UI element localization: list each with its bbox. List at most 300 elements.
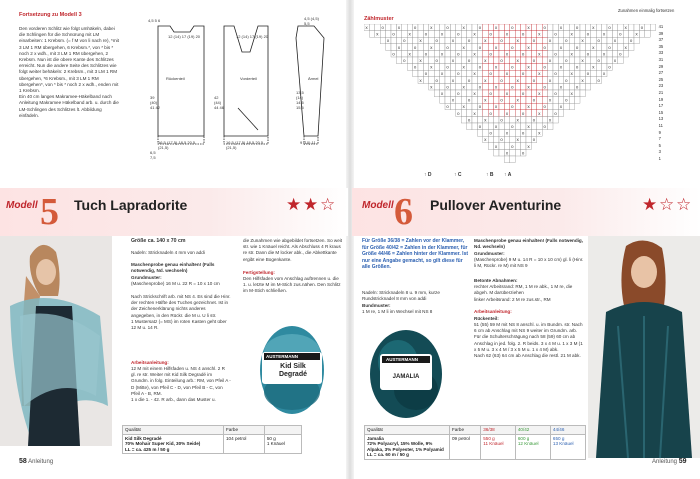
chart-cell bbox=[483, 110, 488, 117]
continuation-title: Fortsetzung zu Modell 3 bbox=[19, 12, 82, 18]
chart-cell bbox=[461, 97, 466, 104]
back-head: Rückenteil: bbox=[474, 316, 499, 321]
chart-cell bbox=[634, 37, 639, 44]
chart-symbol: x bbox=[613, 39, 617, 45]
chart-cell bbox=[531, 130, 536, 137]
chart-cell bbox=[407, 37, 412, 44]
chart-cell bbox=[537, 57, 542, 64]
gauge-head: Maschenprobe genau einhalten! (Falls notwendig, Nd. wechseln) bbox=[474, 238, 583, 250]
chart-symbol: o bbox=[413, 45, 417, 51]
chart-symbol: o bbox=[543, 26, 547, 31]
chart-symbol: x bbox=[602, 72, 606, 78]
chart-cell bbox=[488, 24, 493, 31]
chart-symbol: o bbox=[575, 45, 579, 51]
chart-row-number: 23 bbox=[658, 83, 664, 89]
instructions-text: 12 M mit einem Hilfsfaden u. NS 4 anschl. 2 R gl. re str. Weiter mit Kid Silk Degradé im Grundm. in folg. Einteilung arb.: RM, von Pfeil A - D (Mitte), von Pfeil C - D, von Pfeil B - C, von Pfeil A - B, RM. 1 x die 1. - 42. R arb., dann das Muster u. bbox=[131, 366, 231, 403]
chart-symbol: o bbox=[554, 32, 557, 38]
chart-symbol: o bbox=[629, 39, 633, 45]
chart-cell bbox=[434, 64, 439, 71]
chart-symbol: x bbox=[505, 72, 509, 78]
chart-cell bbox=[612, 44, 617, 51]
star-outline-icon: ☆ bbox=[659, 195, 675, 214]
chart-cell bbox=[591, 37, 596, 44]
pattern-head: Bundmuster: bbox=[362, 303, 391, 308]
chart-symbol: x bbox=[408, 52, 412, 58]
chart-row-number: 3 bbox=[658, 149, 661, 155]
chart-symbol: o bbox=[511, 105, 514, 111]
chart-symbol: o bbox=[575, 85, 579, 91]
chart-symbol: x bbox=[592, 65, 595, 71]
chart-symbol: o bbox=[554, 111, 557, 117]
chart-symbol: x bbox=[451, 59, 455, 64]
chart-cell bbox=[483, 44, 488, 51]
chart-cell bbox=[434, 90, 439, 97]
chart-cell bbox=[488, 97, 493, 104]
chart-cell bbox=[623, 50, 628, 57]
chart-cell bbox=[558, 50, 563, 57]
chart-cell bbox=[467, 24, 472, 31]
chart-cell bbox=[461, 50, 466, 57]
chart-symbol: o bbox=[478, 125, 482, 130]
chart-cell bbox=[510, 136, 515, 143]
gauge-head: Maschenprobe genau einhalten! (Falls notwendig, Nd. wechseln) bbox=[131, 262, 215, 274]
table-header: 40/42 bbox=[515, 426, 550, 435]
chart-cell bbox=[602, 57, 607, 64]
chart-cell bbox=[537, 44, 542, 51]
chart-cell bbox=[526, 110, 531, 117]
chart-cell bbox=[585, 83, 590, 90]
page-number: 59 bbox=[678, 458, 687, 465]
chart-cell bbox=[521, 136, 526, 143]
chart-cell bbox=[467, 64, 472, 71]
table-cell: 104 petrol bbox=[224, 434, 265, 454]
chart-symbol: x bbox=[516, 118, 520, 124]
chart-cell bbox=[429, 31, 434, 38]
chart-cell bbox=[375, 24, 380, 31]
chart-symbol: o bbox=[424, 72, 428, 78]
chart-symbol: o bbox=[489, 32, 493, 38]
chart-cell bbox=[537, 77, 542, 84]
chart-symbol: x bbox=[635, 32, 638, 38]
chart-cell bbox=[483, 103, 488, 110]
chart-row-number: 29 bbox=[658, 63, 664, 69]
chart-cell bbox=[402, 44, 407, 51]
table-header: Qualität bbox=[123, 426, 224, 435]
chart-cell bbox=[396, 57, 401, 64]
chart-cell bbox=[429, 50, 434, 57]
chart-cell bbox=[423, 37, 428, 44]
chart-cell bbox=[467, 90, 472, 97]
chart-symbol: x bbox=[473, 52, 476, 58]
chart-cell bbox=[472, 123, 477, 130]
chart-cell bbox=[521, 116, 526, 123]
chart-cell bbox=[450, 44, 455, 51]
chart-cell bbox=[553, 97, 558, 104]
chart-cell bbox=[629, 44, 634, 51]
chart-cell bbox=[553, 116, 558, 123]
chart-symbol: o bbox=[597, 59, 601, 64]
chart-cell bbox=[450, 90, 455, 97]
chart-symbol: x bbox=[505, 52, 509, 58]
chart-cell bbox=[602, 24, 607, 31]
chart-symbol: x bbox=[570, 52, 574, 58]
model-number: 6 bbox=[394, 191, 413, 233]
chart-cell bbox=[548, 90, 553, 97]
chart-cell bbox=[521, 77, 526, 84]
chart-cell bbox=[526, 77, 531, 84]
chart-cell bbox=[488, 57, 493, 64]
chart-symbol: x bbox=[430, 85, 433, 91]
chart-cell bbox=[488, 103, 493, 110]
chart-cell bbox=[569, 77, 574, 84]
instructions-head: Arbeitsanleitung: bbox=[474, 309, 512, 314]
back-schematic bbox=[158, 26, 204, 144]
chart-symbol: o bbox=[478, 85, 482, 91]
chart-cell bbox=[369, 31, 374, 38]
chart-cell bbox=[494, 97, 499, 104]
chart-symbol: o bbox=[478, 45, 482, 51]
chart-cell bbox=[488, 83, 493, 90]
chart-symbol: x bbox=[494, 65, 498, 71]
chart-cell bbox=[456, 77, 461, 84]
chart-symbol: o bbox=[403, 59, 406, 64]
chart-cell bbox=[623, 31, 628, 38]
chart-symbol: x bbox=[559, 45, 563, 51]
chart-cell bbox=[413, 31, 418, 38]
chart-row-number: 19 bbox=[658, 96, 664, 102]
chart-row-number: 17 bbox=[658, 103, 664, 109]
chart-symbol: o bbox=[554, 92, 557, 97]
chart-cell bbox=[499, 50, 504, 57]
chart-cell bbox=[396, 31, 401, 38]
chart-cell bbox=[569, 44, 574, 51]
chart-symbol: x bbox=[484, 118, 487, 124]
chart-cell bbox=[456, 97, 461, 104]
chart-cell bbox=[526, 136, 531, 143]
chart-symbol: x bbox=[516, 39, 520, 45]
yarn-name-label: Kid Silk Degradé bbox=[278, 363, 307, 378]
chart-cell bbox=[591, 31, 596, 38]
chart-row-number: 31 bbox=[658, 57, 664, 62]
chart-symbol: o bbox=[619, 32, 622, 38]
chart-cell bbox=[494, 77, 499, 84]
chart-symbol: x bbox=[376, 32, 379, 38]
chart-symbol: x bbox=[527, 144, 530, 150]
table-header: Qualität bbox=[365, 426, 450, 435]
chart-symbol: x bbox=[548, 59, 552, 64]
model-number: 5 bbox=[40, 191, 59, 233]
chart-cell bbox=[396, 50, 401, 57]
chart-cell bbox=[488, 143, 493, 150]
chart-cell bbox=[580, 24, 585, 31]
chart-cell bbox=[596, 64, 601, 71]
chart-symbol: x bbox=[516, 59, 520, 64]
chart-cell bbox=[477, 130, 482, 137]
back-side-dim: 39 (40) 41 42 bbox=[150, 95, 161, 110]
chart-cell bbox=[542, 116, 547, 123]
chart-symbol: x bbox=[484, 78, 487, 84]
chart-cell bbox=[639, 31, 644, 38]
chart-cell bbox=[596, 50, 601, 57]
chart-cell bbox=[591, 57, 596, 64]
chart-cell bbox=[558, 110, 563, 117]
sleeve-side-dim: 13,5 (14) 14,5 15,5 bbox=[296, 90, 304, 110]
chart-cell bbox=[467, 83, 472, 90]
chart-symbol: o bbox=[521, 52, 525, 58]
chart-cell bbox=[423, 44, 428, 51]
chart-note: Zunahmen einmalig fortsetzen bbox=[618, 8, 675, 13]
chart-cell bbox=[386, 44, 391, 51]
chart-symbol: x bbox=[559, 105, 563, 111]
chart-cell bbox=[510, 50, 515, 57]
chart-cell bbox=[494, 116, 499, 123]
chart-cell bbox=[483, 24, 488, 31]
chart-cell bbox=[494, 136, 499, 143]
chart-cell bbox=[488, 136, 493, 143]
chart-cell bbox=[440, 83, 445, 90]
chart-symbol: x bbox=[494, 45, 498, 51]
chart-cell bbox=[418, 64, 423, 71]
chart-symbol: o bbox=[521, 151, 525, 157]
chart-symbol: o bbox=[489, 52, 493, 58]
front-top-dim: 12 (14) 17 (19) 20 bbox=[236, 34, 269, 39]
chart-cell bbox=[450, 31, 455, 38]
table-cell: 09 petrol bbox=[450, 434, 481, 459]
chart-cell bbox=[542, 70, 547, 77]
chart-symbol: x bbox=[494, 105, 498, 111]
chart-cell bbox=[537, 97, 542, 104]
chart-symbol: o bbox=[467, 98, 471, 104]
chart-cell bbox=[515, 123, 520, 130]
yarn-table bbox=[122, 425, 302, 454]
chart-symbol: o bbox=[619, 52, 622, 58]
chart-cell bbox=[445, 37, 450, 44]
back-text: 51 (55) 59 M mit NS 8 anschl. u. im Bundm. str. Nach 6 cm ab Anschlag mit NS 9 weiter im Grundm. arb. Für die Schulterschrägung nach 58 (59) 60 cm ab Anschlag in jed. folg. 2. R beids. 3 x 4 M u. 1 x 3 M (1 x 5 M u. 3 x 4 M / 3 x 5 M u. 1 x 4 M) abk. Nach 62 (63) 64 cm ab Anschlag die restl. 21 M abk. bbox=[474, 322, 583, 359]
size-label: Größe ca. 140 x 70 cm bbox=[131, 238, 186, 244]
chart-symbol: x bbox=[484, 59, 487, 64]
chart-arrow-label: ↑ A bbox=[504, 172, 512, 178]
chart-symbol: o bbox=[478, 65, 482, 71]
chart-cell bbox=[450, 24, 455, 31]
footer-label: Anleitung bbox=[652, 459, 678, 465]
chart-cell bbox=[391, 44, 396, 51]
chart-symbol: o bbox=[543, 65, 547, 71]
table-cell: Kid Silk Degradé 70% Mohair Super Kid, 30% Seide) LL = ca. 425 m / 50 g bbox=[123, 434, 224, 454]
chart-symbol: x bbox=[505, 151, 509, 157]
chart-symbol: x bbox=[527, 65, 530, 71]
chart-cell bbox=[434, 50, 439, 57]
chart-cell bbox=[531, 103, 536, 110]
chart-symbol: o bbox=[478, 26, 482, 31]
chart-cell bbox=[531, 24, 536, 31]
chart-symbol: x bbox=[440, 52, 444, 58]
chart-cell bbox=[618, 44, 623, 51]
pullover-photo bbox=[588, 236, 700, 458]
chart-cell bbox=[521, 24, 526, 31]
chart-cell bbox=[548, 50, 553, 57]
chart-symbol: o bbox=[532, 39, 536, 45]
chart-cell bbox=[645, 31, 650, 38]
chart-cell bbox=[537, 24, 542, 31]
chart-symbol: x bbox=[484, 98, 487, 104]
chart-cell bbox=[553, 24, 558, 31]
chart-cell bbox=[440, 64, 445, 71]
chart-cell bbox=[434, 70, 439, 77]
chart-cell bbox=[488, 64, 493, 71]
chart-cell bbox=[602, 37, 607, 44]
chart-row-number: 7 bbox=[658, 136, 661, 142]
chart-symbol: x bbox=[527, 26, 530, 31]
chart-symbol: o bbox=[511, 26, 514, 31]
chart-cell bbox=[418, 24, 423, 31]
chart-cell bbox=[558, 70, 563, 77]
chart-symbol: x bbox=[494, 144, 498, 150]
chart-symbol: x bbox=[365, 26, 368, 31]
chart-symbol: x bbox=[386, 39, 390, 45]
chart-symbol: o bbox=[446, 105, 449, 111]
chart-cell bbox=[510, 149, 515, 156]
chart-cell bbox=[380, 31, 385, 38]
chart-cell bbox=[515, 149, 520, 156]
chart-cell bbox=[504, 97, 509, 104]
chart-cell bbox=[564, 50, 569, 57]
chart-cell bbox=[450, 50, 455, 57]
chart-cell bbox=[494, 110, 499, 117]
chart-symbol: x bbox=[505, 131, 509, 137]
chart-cell bbox=[510, 37, 515, 44]
chart-cell bbox=[504, 64, 509, 71]
chart-cell bbox=[461, 57, 466, 64]
chart-cell bbox=[510, 70, 515, 77]
chart-cell bbox=[445, 97, 450, 104]
chart-symbol: o bbox=[565, 78, 568, 84]
chart-symbol: x bbox=[505, 92, 509, 97]
chart-cell bbox=[537, 116, 542, 123]
chart-cell bbox=[499, 44, 504, 51]
chart-cell bbox=[542, 50, 547, 57]
chart-cell bbox=[531, 31, 536, 38]
chart-cell bbox=[612, 31, 617, 38]
chart-cell bbox=[467, 103, 472, 110]
finishing-text: Den Hilfsfaden vom Anschlag auftrennen u. die 1. u. letzte M im M-Stich zus.nähen. Den Schlitz im M-Stich schließen. bbox=[243, 276, 341, 294]
chart-cell bbox=[380, 37, 385, 44]
size-text bbox=[362, 238, 470, 271]
chart-symbol: o bbox=[554, 52, 557, 58]
chart-cell bbox=[413, 57, 418, 64]
chart-symbol: x bbox=[527, 125, 530, 130]
chart-cell bbox=[575, 70, 580, 77]
yarn-brand-label: AUSTERMANN bbox=[386, 357, 418, 362]
chart-symbol: x bbox=[397, 45, 401, 51]
table-header bbox=[264, 426, 301, 435]
chart-cell bbox=[477, 70, 482, 77]
chart-cell bbox=[440, 37, 445, 44]
chart-cell bbox=[585, 44, 590, 51]
chart-cell bbox=[553, 57, 558, 64]
chart-cell bbox=[526, 31, 531, 38]
chart-cell bbox=[440, 97, 445, 104]
chart-symbol: x bbox=[473, 92, 476, 97]
chart-cell bbox=[499, 83, 504, 90]
chart-cell bbox=[548, 31, 553, 38]
chart-symbol: o bbox=[500, 59, 503, 64]
chart-cell bbox=[456, 64, 461, 71]
chart-cell bbox=[488, 116, 493, 123]
chart-cell bbox=[456, 83, 461, 90]
chart-cell bbox=[607, 57, 612, 64]
chart-symbol: x bbox=[462, 26, 466, 31]
chart-cell bbox=[510, 90, 515, 97]
continuation-text: Den vorderen Schlitz wie folgt umhäkeln, dabei die Schlingen für die Schnürung mit LM einarbeiten: 1 Krebsm. (= f M von li nach re), *mit 3 LM 1 RM übergehen, 6 Krebsm.*, von * bis * noch 2 x wdh., mit 3 LM 1 RM übergehen, 2 Krebsm. Nun ist die obere Kante des Schlitzes erreicht. Nun die andere Seite des Schlitzes wie folgt weiter behäkeln: 2 Krebsm., mit 3 LM 1 RM übergehen, *6 Krebsm., mit 3 LM 1 RM übergehen*, von * bis * noch 2 x wdh., enden mit 1 Krebsm. Ein 40 cm langes Makramee-Häkelband nach Anleitung Makramee Häkelband arb. u. durch die LM-Schlingen des Schlitzes lt. Abbildung einfädeln. bbox=[19, 26, 119, 118]
chart-cell bbox=[569, 103, 574, 110]
instructions-head: Arbeitsanleitung: bbox=[131, 360, 169, 365]
chart-cell bbox=[542, 57, 547, 64]
chart-cell bbox=[585, 24, 590, 31]
chart-cell bbox=[499, 130, 504, 137]
chart-cell bbox=[434, 83, 439, 90]
chart-symbol: x bbox=[451, 98, 455, 104]
chart-cell bbox=[607, 31, 612, 38]
chart-cell bbox=[423, 24, 428, 31]
chart-symbol: x bbox=[451, 78, 455, 84]
chart-symbol: o bbox=[565, 59, 568, 64]
chart-symbol: x bbox=[430, 45, 433, 51]
chart-cell bbox=[494, 37, 499, 44]
chart-cell bbox=[569, 64, 574, 71]
chart-cell bbox=[531, 70, 536, 77]
chart-cell bbox=[413, 70, 418, 77]
chart-symbol: o bbox=[403, 39, 406, 45]
chart-cell bbox=[402, 31, 407, 38]
chart-cell bbox=[445, 90, 450, 97]
chart-cell bbox=[515, 130, 520, 137]
yarn-ball-kid-silk bbox=[258, 322, 326, 416]
chart-cell bbox=[445, 70, 450, 77]
pattern-text: 1 M re, 1 M li im Wechsel mit NS 8 bbox=[362, 309, 433, 314]
chart-cell bbox=[553, 103, 558, 110]
chart-symbol: o bbox=[446, 65, 449, 71]
chart-symbol: x bbox=[419, 59, 422, 64]
chart-cell bbox=[548, 64, 553, 71]
chart-cell bbox=[645, 24, 650, 31]
chart-cell bbox=[499, 90, 504, 97]
chart-cell bbox=[580, 83, 585, 90]
chart-symbol: x bbox=[581, 78, 584, 84]
chart-symbol: o bbox=[467, 59, 471, 64]
chart-symbol: x bbox=[581, 59, 584, 64]
chart-cell bbox=[575, 57, 580, 64]
chart-symbol: o bbox=[435, 78, 439, 84]
chart-cell bbox=[477, 50, 482, 57]
chart-symbol: x bbox=[505, 32, 509, 38]
chart-cell bbox=[548, 103, 553, 110]
chart-symbol: x bbox=[462, 105, 466, 111]
chart-cell bbox=[510, 77, 515, 84]
chart-cell bbox=[504, 136, 509, 143]
chart-symbol: o bbox=[500, 138, 503, 144]
chart-symbol: o bbox=[565, 98, 568, 104]
chart-symbol: o bbox=[435, 59, 439, 64]
chart-cell bbox=[515, 110, 520, 117]
chart-cell bbox=[629, 31, 634, 38]
back-bottom-dim: 16,5 (17,5) 18,5 20,5 (21,5) bbox=[158, 140, 196, 150]
chart-cell bbox=[548, 123, 553, 130]
chart-symbol: x bbox=[581, 39, 584, 45]
chart-symbol: x bbox=[570, 72, 574, 78]
chart-symbol: x bbox=[440, 32, 444, 38]
chart-cell bbox=[526, 70, 531, 77]
chart-symbol: o bbox=[489, 92, 493, 97]
